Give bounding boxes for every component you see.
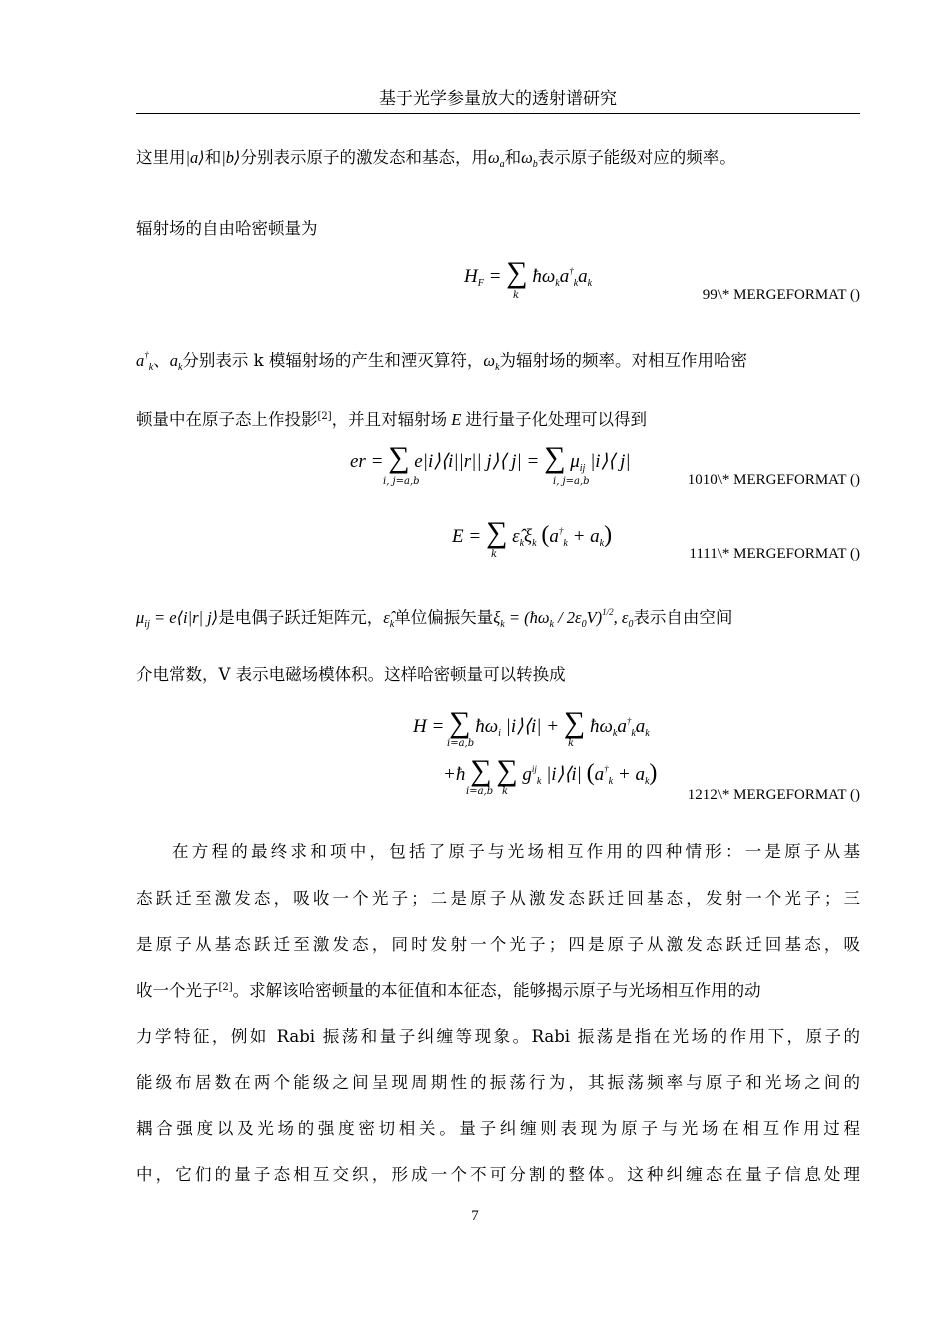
para5-line-8: 中，它们的量子态相互交织，形成一个不可分割的整体。这种纠缠态在量子信息处理 xyxy=(136,1165,860,1184)
xi-k-definition: $\xi_k$ = $(ħ\omega_k / 2\varepsilon_0V)^{1/2}$, $\varepsilon_0$ xyxy=(493,607,634,630)
ket-b-symbol: |b⟩ xyxy=(221,148,241,167)
para3-line-1 xyxy=(136,343,860,380)
eq11-sum-index: k xyxy=(491,549,498,560)
ket-a-symbol: |a⟩ xyxy=(185,148,205,167)
eq10-sum-index-1: i, j=a,b xyxy=(383,476,420,487)
equation-9-number: 99\* MERGEFORMAT () xyxy=(702,287,860,303)
para5-text-4b: 。求解该哈密顿量的本征值和本征态，能够揭示原子与光场相互作用的动 xyxy=(232,981,761,1000)
eq9-sum-index: k xyxy=(513,290,520,301)
para1-line xyxy=(136,146,860,177)
mu-ij-definition: $\mu_{ij}$ = e⟨i|r| j⟩ xyxy=(136,608,219,630)
header-rule xyxy=(136,113,860,114)
omega-b-symbol: $\omega_b$ xyxy=(521,148,538,170)
eq12-sum-index-1: i=a,b xyxy=(447,738,475,749)
omega-k-symbol: $\omega_k$ xyxy=(483,351,500,373)
para3-text-1: 、 xyxy=(153,351,170,370)
para5-line-1: 在方程的最终求和项中，包括了原子与光场相互作用的四种情形：一是原子从基 xyxy=(172,842,860,861)
epsilon-k-symbol: $\varepsilon̂_k$ xyxy=(383,608,395,630)
eq12-sum-index-4: k xyxy=(502,786,509,797)
para5-line-2: 态跃迁至激发态，吸收一个光子；二是原子从激发态跃迁回基态，发射一个光子；三 xyxy=(136,889,860,908)
running-header: 基于光学参量放大的透射谱研究 xyxy=(379,89,617,109)
para5-line-4 xyxy=(136,979,860,1003)
para3-text-3: 为辐射场的频率。对相互作用哈密 xyxy=(499,351,748,370)
field-E-symbol: E xyxy=(447,410,466,429)
equation-10-number: 1010\* MERGEFORMAT () xyxy=(687,472,860,488)
para3-text-5: ，并且对辐射场 xyxy=(331,410,448,429)
para4-line-2: 介电常数，V 表示电磁场模体积。这样哈密顿量可以转换成 xyxy=(136,665,566,684)
equation-9: $H_F$ = ∑ $ħ\omega_ka^\dagger_ka_k$ xyxy=(464,256,593,289)
para1-text-1: 这里用 xyxy=(136,148,186,167)
equation-11: E = ∑ $\varepsilon̂_k\xi_k$ $(a^\dagger_k + a_k)$ xyxy=(452,516,613,549)
para1-text-4: 和 xyxy=(504,148,522,167)
eq12-sum-index-3: i=a,b xyxy=(466,786,494,797)
para1-text-3: 分别表示原子的激发态和基态，用 xyxy=(240,148,488,167)
para5-line-7: 耦合强度以及光场的强度密切相关。量子纠缠则表现为原子与光场在相互作用过程 xyxy=(136,1119,860,1138)
equation-11-number: 1111\* MERGEFORMAT () xyxy=(689,546,860,562)
eq12-sum-index-2: k xyxy=(568,738,575,749)
citation-ref: [2] xyxy=(317,411,332,422)
para4-text-3: 表示自由空间 xyxy=(633,608,733,627)
para3-text-4: 顿量中在原子态上作投影 xyxy=(136,410,318,429)
equation-12-number: 1212\* MERGEFORMAT () xyxy=(687,787,860,803)
para4-line-1 xyxy=(136,600,860,637)
para4-text-1: 是电偶子跃迁矩阵元， xyxy=(218,608,384,627)
citation-ref-2: [2] xyxy=(218,982,233,993)
para1-text-2: 和 xyxy=(204,148,222,167)
eq10-sum-index-2: i, j=a,b xyxy=(553,476,590,487)
para3-line-2 xyxy=(136,408,860,432)
equation-12-line-1: H = ∑ $ħ\omega_i$ |i⟩⟨i| + ∑ $ħ\omega_ka^\dagger_ka_k$ xyxy=(413,706,650,739)
para4-text-2: 单位偏振矢量 xyxy=(394,608,494,627)
para2-line: 辐射场的自由哈密顿量为 xyxy=(136,219,318,238)
para3-text-6: 进行量子化处理可以得到 xyxy=(465,410,648,429)
page-number: 7 xyxy=(471,1208,479,1224)
para5-text-4a: 收一个光子 xyxy=(136,981,219,1000)
equation-12-line-2: +ħ ∑ ∑ $g^{ij}_k$ |i⟩⟨i| $(a^\dagger_k + a_k)$ xyxy=(443,754,658,787)
para5-line-6: 能级布居数在两个能级之间呈现周期性的振荡行为，其振荡频率与原子和光场之间的 xyxy=(136,1073,860,1092)
para1-text-5: 表示原子能级对应的频率。 xyxy=(537,148,736,167)
annihilation-operator-symbol: $a_k$ xyxy=(169,351,183,373)
creation-operator-symbol: $a^\dagger_k$ xyxy=(136,350,154,373)
para5-line-5: 力学特征，例如 Rabi 振荡和量子纠缠等现象。Rabi 振荡是指在光场的作用下，原子的 xyxy=(136,1027,860,1046)
para3-text-2: 分别表示 k 模辐射场的产生和湮灭算符， xyxy=(182,351,484,370)
para5-line-3: 是原子从基态跃迁至激发态，同时发射一个光子；四是原子从激发态跃迁回基态，吸 xyxy=(136,935,860,954)
equation-10: er = ∑ e|i⟩⟨i||r|| j⟩⟨ j| = ∑ $\mu_{ij}$ |i⟩⟨ j| xyxy=(350,441,631,474)
omega-a-symbol: $\omega_a$ xyxy=(487,148,505,170)
